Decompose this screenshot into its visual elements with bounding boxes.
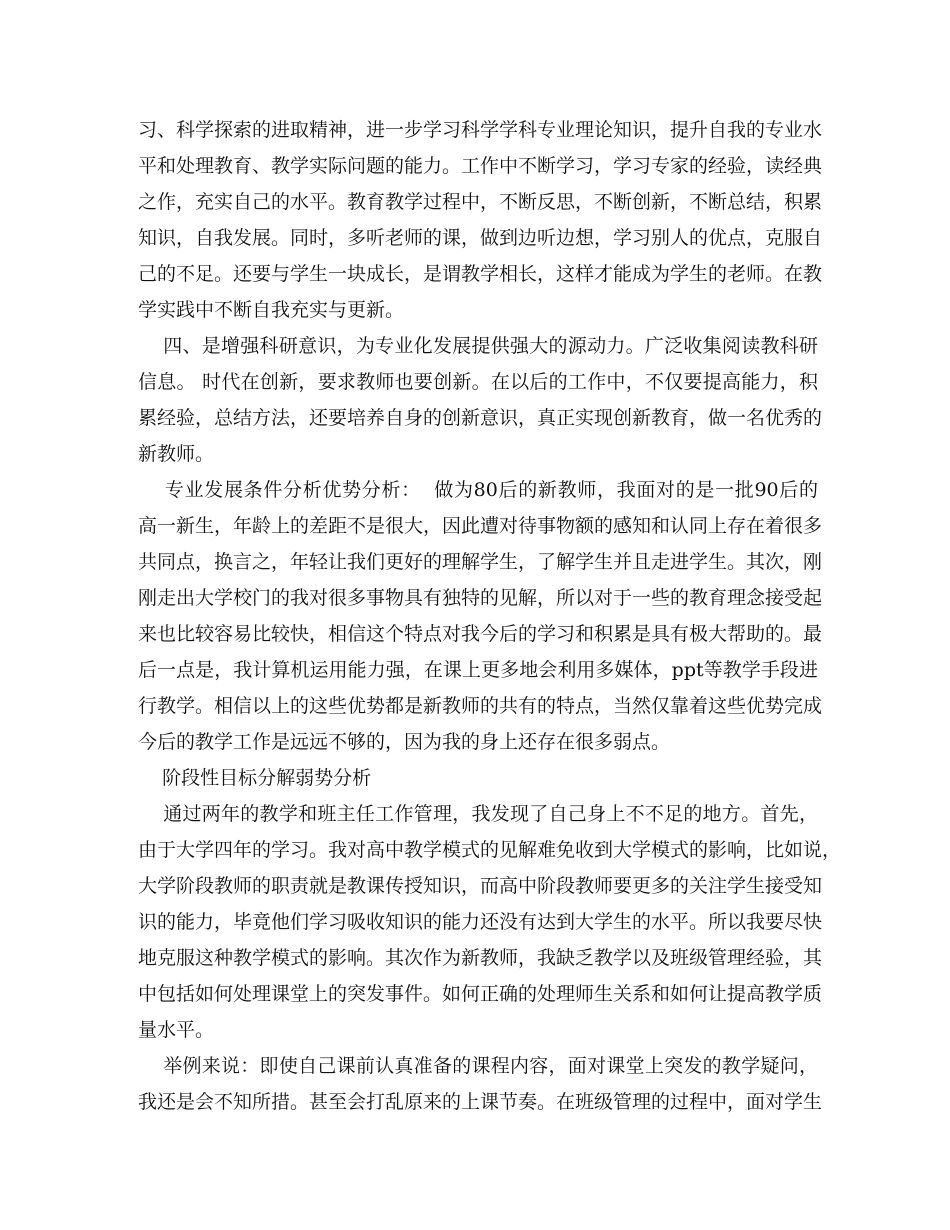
text-line: 累经验，总结方法，还要培养自身的创新意识，真正实现创新教育，做一名优秀的 [138, 407, 823, 429]
text-line: 我还是会不知所措。甚至会打乱原来的上课节奏。在班级管理的过程中，面对学生 [138, 1091, 823, 1113]
text-line: 习、科学探索的进取精神，进一步学习科学学科专业理论知识，提升自我的专业水 [138, 119, 823, 141]
text-line: 量水平。 [138, 1019, 215, 1041]
text-line: 后一点是，我计算机运用能力强，在课上更多地会利用多媒体，ppt等教学手段进 [138, 659, 818, 681]
text-line: 己的不足。还要与学生一块成长，是谓教学相长，这样才能成为学生的老师。在教 [138, 263, 823, 285]
text-line: 举例来说：即使自己课前认真准备的课程内容，面对课堂上突发的教学疑问， [138, 1055, 818, 1077]
text-line: 共同点，换言之，年轻让我们更好的理解学生，了解学生并且走进学生。其次，刚 [138, 551, 823, 573]
text-line: 知识，自我发展。同时，多听老师的课，做到边听边想，学习别人的优点，克服自 [138, 227, 823, 249]
document-body [138, 112, 842, 1120]
paragraph [138, 1048, 823, 1120]
text-line: 四、是增强科研意识，为专业化发展提供强大的源动力。广泛收集阅读教科研 [138, 335, 818, 357]
text-line: 阶段性目标分解弱势分析 [138, 767, 372, 789]
text-line: 之作，充实自己的水平。教育教学过程中，不断反思，不断创新，不断总结，积累 [138, 191, 823, 213]
paragraph [138, 112, 823, 328]
text-line: 刚走出大学校门的我对很多事物具有独特的见解，所以对于一些的教育理念接受起 [138, 587, 823, 609]
text-line: 新教师。 [138, 443, 215, 465]
text-line: 大学阶段教师的职责就是教课传授知识，而高中阶段教师要更多的关注学生接受知 [138, 875, 823, 897]
paragraph [138, 796, 842, 1048]
paragraph [138, 328, 823, 472]
text-line: 学实践中不断自我充实与更新。 [138, 299, 405, 321]
text-line: 通过两年的教学和班主任工作管理，我发现了自己身上不不足的地方。首先， [138, 803, 818, 825]
text-line: 信息。 时代在创新，要求教师也要创新。在以后的工作中，不仅要提高能力，积 [138, 371, 818, 393]
text-line: 识的能力，毕竟他们学习吸收知识的能力还没有达到大学生的水平。所以我要尽快 [138, 911, 823, 933]
text-line: 今后的教学工作是远远不够的，因为我的身上还存在很多弱点。 [138, 731, 671, 753]
text-line: 专业发展条件分析优势分析： 做为80后的新教师，我面对的是一批90后的 [138, 479, 818, 501]
paragraph [138, 472, 823, 760]
text-line: 高一新生，年龄上的差距不是很大，因此遭对待事物额的感知和认同上存在着很多 [138, 515, 823, 537]
text-line: 来也比较容易比较快，相信这个特点对我今后的学习和积累是具有极大帮助的。最 [138, 623, 823, 645]
text-line: 行教学。相信以上的这些优势都是新教师的共有的特点，当然仅靠着这些优势完成 [138, 695, 823, 717]
text-line: 平和处理教育、教学实际问题的能力。工作中不断学习，学习专家的经验，读经典 [138, 155, 823, 177]
text-line: 地克服这种教学模式的影响。其次作为新教师，我缺乏教学以及班级管理经验，其 [138, 947, 823, 969]
paragraph [138, 760, 818, 796]
text-line: 由于大学四年的学习。我对高中教学模式的见解难免收到大学模式的影响，比如说， [138, 839, 842, 861]
text-line: 中包括如何处理课堂上的突发事件。如何正确的处理师生关系和如何让提高教学质 [138, 983, 823, 1005]
